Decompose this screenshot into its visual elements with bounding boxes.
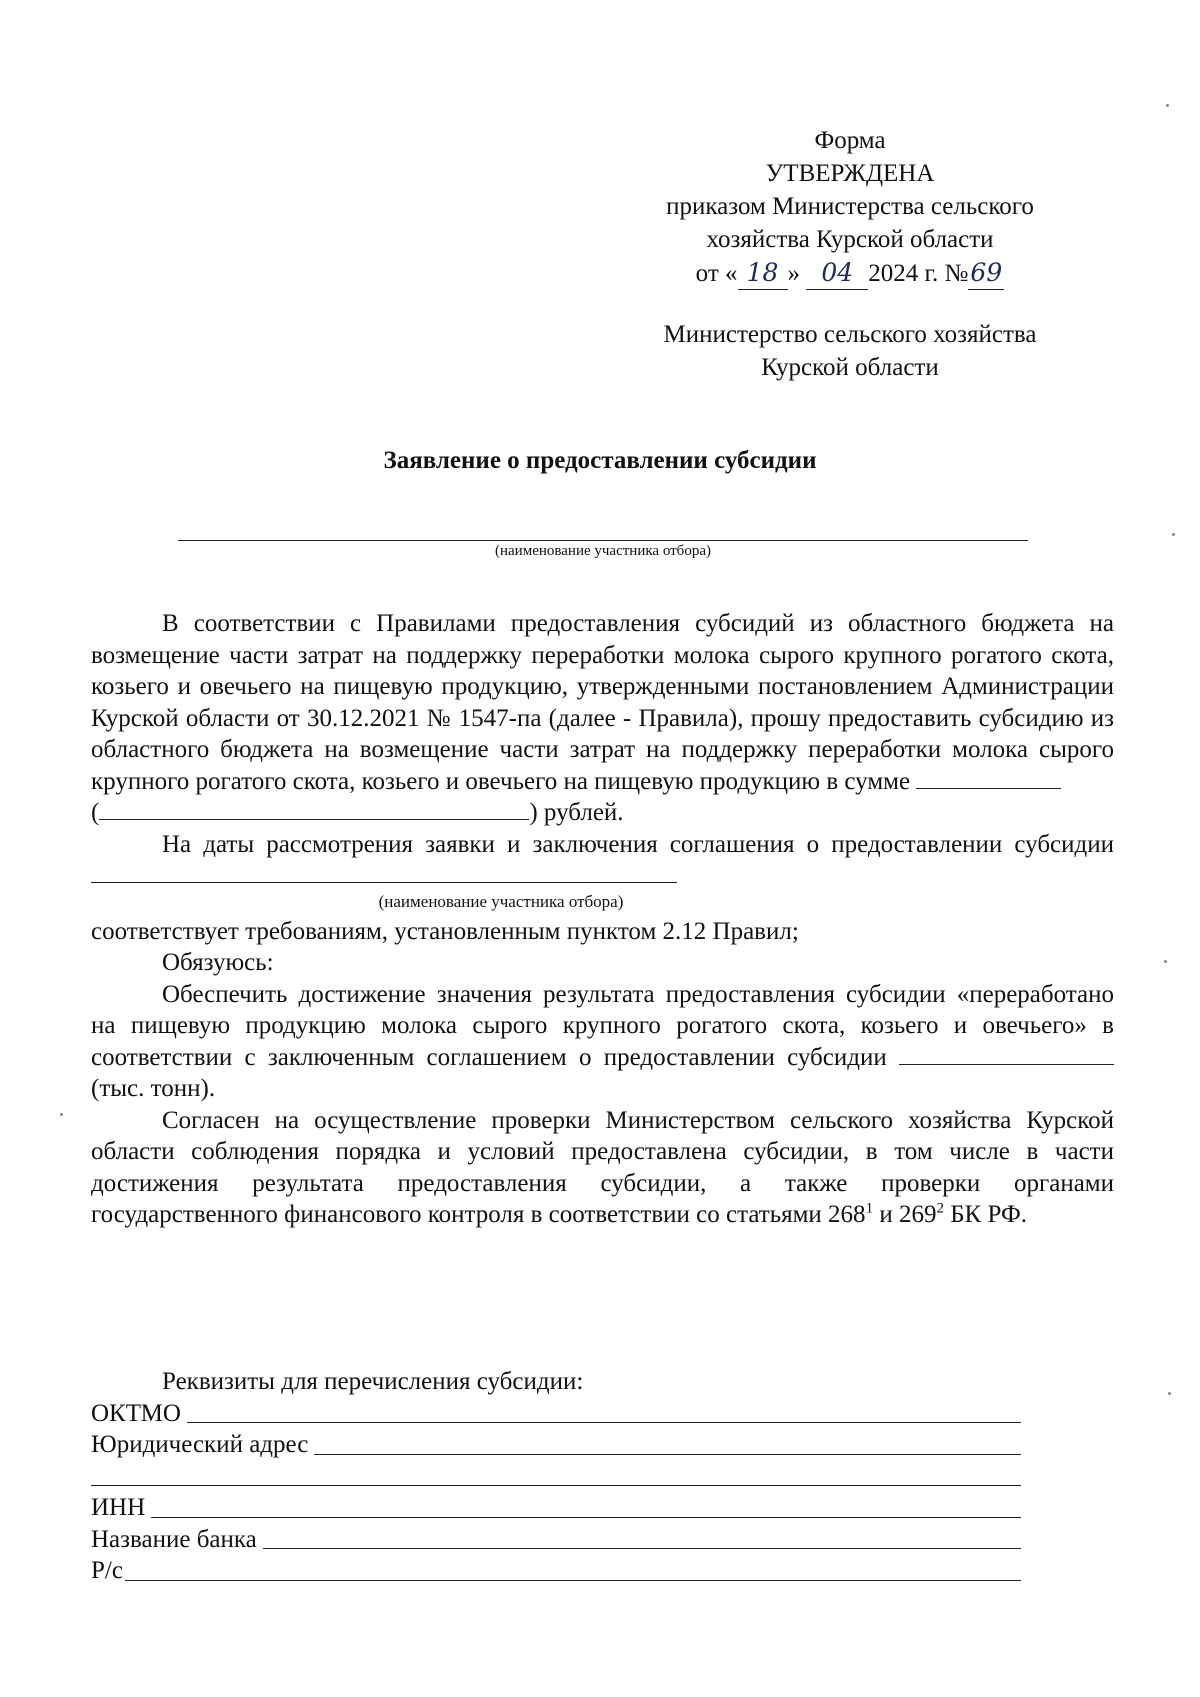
participant-name-line[interactable] bbox=[178, 540, 1028, 541]
requisites-heading: Реквизиты для перечисления субсидии: bbox=[162, 1368, 584, 1395]
inn-field[interactable] bbox=[151, 1517, 1021, 1518]
oktmo-label: ОКТМО bbox=[91, 1399, 181, 1427]
paragraph-compliance-text: На даты рассмотрения заявки и заключения соглашения о предоставлении субсидии bbox=[162, 830, 1114, 858]
legal-address-field[interactable] bbox=[314, 1454, 1021, 1455]
paragraph-obligation-text: Обеспечить достижение значения результата предоставления субсидии «переработано на пищевую продукцию молока сырого крупного рогатого скота, козьего и овечьего» в соответствии с заключенным соглашением о предоставлении субсидии bbox=[91, 980, 1114, 1071]
order-number: 69 bbox=[968, 256, 1004, 290]
paragraph-consent-end: БК РФ. bbox=[943, 1201, 1027, 1228]
date-month: 04 bbox=[806, 256, 868, 290]
amount-open-paren: ( bbox=[91, 799, 100, 826]
addressee-line-1: Министерство сельского хозяйства bbox=[663, 321, 1037, 348]
date-prefix: от « bbox=[695, 260, 738, 287]
ministry-line: хозяйства Курской области bbox=[706, 226, 994, 253]
order-date-line bbox=[600, 256, 1100, 290]
amount-words-field[interactable] bbox=[99, 797, 529, 820]
account-field[interactable] bbox=[125, 1580, 1021, 1581]
bank-name-row bbox=[91, 1524, 1021, 1556]
approved-label: УТВЕРЖДЕНА bbox=[765, 160, 935, 187]
paragraph-request bbox=[91, 608, 1114, 829]
amount-figures-field[interactable] bbox=[916, 766, 1061, 789]
addressee bbox=[600, 318, 1100, 384]
paragraph-obligation bbox=[91, 979, 1114, 1105]
participant-name-caption: (наименование участника отбора) bbox=[495, 543, 711, 559]
scan-speck bbox=[1168, 1392, 1171, 1395]
scan-speck bbox=[60, 1113, 63, 1116]
bank-name-field[interactable] bbox=[263, 1548, 1021, 1549]
article-268-sup: 1 bbox=[865, 1200, 874, 1217]
legal-address-field-2[interactable] bbox=[91, 1485, 1021, 1486]
scan-speck bbox=[1172, 533, 1175, 536]
oktmo-field[interactable] bbox=[187, 1422, 1021, 1423]
result-value-field[interactable] bbox=[899, 1042, 1114, 1065]
compliance-continuation: соответствует требованиям, установленным пунктом 2.12 Правил; bbox=[91, 917, 799, 945]
account-row bbox=[91, 1555, 1021, 1587]
scan-speck bbox=[1166, 104, 1169, 107]
inn-row bbox=[91, 1492, 1021, 1524]
oktmo-row bbox=[91, 1398, 1021, 1430]
legal-address-row bbox=[91, 1429, 1021, 1461]
date-day: 18 bbox=[738, 256, 788, 290]
article-269-sup: 2 bbox=[936, 1200, 944, 1217]
inn-label: ИНН bbox=[91, 1494, 146, 1521]
legal-address-label: Юридический адрес bbox=[91, 1431, 309, 1458]
paragraph-request-text: В соответствии с Правилами предоставления субсидий из областного бюджета на возмещение части затрат на поддержку переработки молока сырого крупного рогатого скота, козьего и овечьего на пищевую продукцию, утвержденными постановлением Администрации Курской области от 30.12.2021 № 1547-па (далее - Правила), прошу предоставить субсидию из областного бюджета на возмещение части затрат на поддержку переработки молока сырого крупного рогатого скота, козьего и овечьего на пищевую продукцию в сумме bbox=[91, 610, 1114, 795]
result-unit: (тыс. тонн). bbox=[91, 1075, 216, 1102]
participant-name-field[interactable] bbox=[91, 860, 677, 883]
order-line: приказом Министерства сельского bbox=[666, 193, 1034, 220]
obligation-heading: Обязуюсь: bbox=[162, 949, 274, 976]
legal-address-row-2 bbox=[91, 1461, 1021, 1493]
requisites-block bbox=[91, 1366, 1021, 1587]
date-year: 2024 г. № bbox=[868, 260, 969, 287]
date-mid: » bbox=[787, 260, 801, 287]
approval-stamp bbox=[600, 124, 1100, 290]
document-title: Заявление о предоставлении субсидии bbox=[383, 447, 817, 474]
scan-speck bbox=[1164, 960, 1167, 963]
paragraph-compliance bbox=[91, 829, 1114, 892]
account-label: Р/с bbox=[91, 1557, 123, 1584]
paragraph-consent bbox=[91, 1105, 1114, 1231]
amount-currency: ) рублей. bbox=[529, 799, 624, 826]
paragraph-consent-text: Согласен на осуществление проверки Министерством сельского хозяйства Курской области соблюдения порядка и условий предоставлена субсидии, в том числе в части достижения результата предоставления субсидии, а также проверки органами государственного финансового контроля в соответствии со статьями 268 bbox=[91, 1106, 1114, 1228]
form-label: Форма bbox=[814, 127, 886, 154]
participant-field-caption: (наименование участника отбора) bbox=[378, 891, 624, 911]
addressee-line-2: Курской области bbox=[761, 354, 939, 381]
bank-name-label: Название банка bbox=[91, 1525, 257, 1553]
application-body bbox=[91, 608, 1114, 1231]
paragraph-consent-mid: и 269 bbox=[873, 1201, 937, 1228]
